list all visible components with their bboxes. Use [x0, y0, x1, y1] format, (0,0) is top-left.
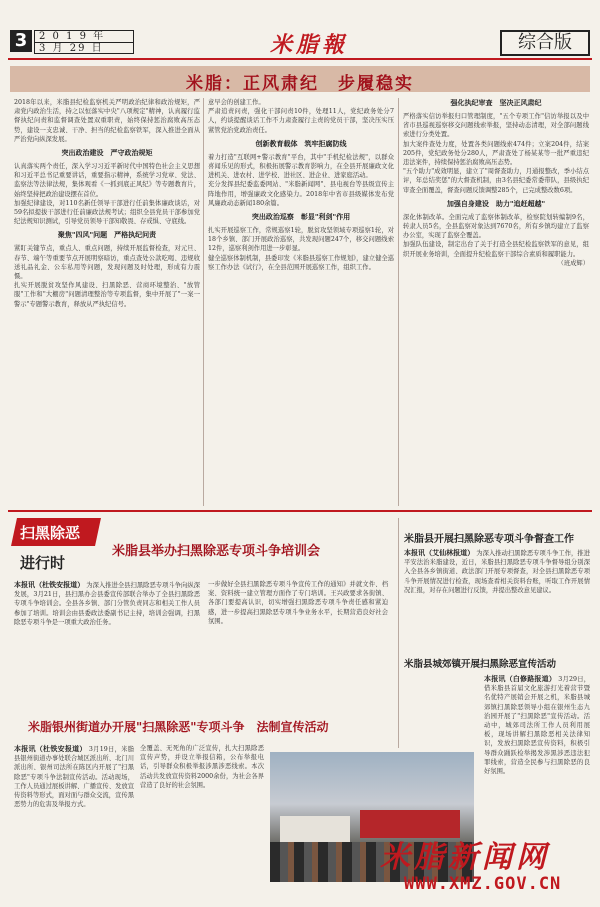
paragraph: 紧盯关键节点，重点人、重点问题，持续开展监督检查，对元旦、春节、端午等重要节点开展明察暗访，重点查处公款吃喝、违规收送礼品礼金、公车私用等问题，发现问题及时处理，形成有力震慑。	[14, 245, 200, 281]
article-training-body	[14, 580, 200, 708]
article-source: 本报讯（艾仙林报道）	[404, 549, 475, 557]
column-divider	[398, 98, 399, 506]
subhead-inspection: 突出政治巡察 彰显"利剑"作用	[251, 213, 351, 222]
article-chengjiao-body	[484, 674, 590, 824]
article-column-3	[403, 98, 589, 506]
article-source: 本报讯（杜铁安报道）	[14, 745, 87, 753]
article-headline-inspection: 米脂县开展扫黑除恶专项斗争督查工作	[404, 534, 574, 545]
paragraph: 严肃追责问责，强化干部问责10件，处理11人，党纪政务处分7人，约谈提醒谈话工作不力肃查履行主责的党员干部，坚决压实压紧管党治党政治责任。	[208, 108, 394, 134]
article-street-cont	[140, 744, 264, 894]
page-number: 3	[10, 30, 32, 52]
paragraph: 严格落实信访举报归口管理制度，"五个专项工作"信访举报以及中省市县巡视巡察移交问题线索举报，坚持动态清理，对全部问题线索进行分类处置。	[403, 113, 589, 139]
date-box	[34, 30, 134, 54]
paragraph: 意早会的创建工作。	[208, 99, 265, 106]
section-badge: 综合版	[500, 30, 590, 56]
article-street-body	[14, 744, 134, 894]
site-watermark-url: WWW.XMZ.GOV.CN	[404, 874, 562, 894]
paragraph: 充分发挥县纪委监委网站、"米脂新闻网"、县电视台等县级宣传主阵地作用，增强廉政文化感染力。2018年中省市县级媒体发布党风廉政动态新闻180余篇。	[208, 181, 394, 207]
column-divider	[203, 98, 204, 506]
paper-name-logo: 米脂報	[270, 32, 349, 58]
date-year: 2 0 1 9 年	[35, 31, 133, 43]
paragraph: 一步做好全县扫黑除恶专项斗争宣传工作的通知》并就文件、档案、资料统一建立管理方面作了专门培训。王兴政要求各街镇、各部门要提高认识，切实增强扫黑除恶专项斗争责任感和紧迫感，进一步提高扫黑除恶专项斗争业务水平，长期营造良好社会氛围。	[208, 581, 388, 625]
article-inspection-body	[404, 548, 590, 648]
paragraph: 扎实开展巡察工作，常规巡察1轮，脱贫攻坚领域专项巡察1轮，对18个乡镇、部门开展政治巡察，共发现问题247个，移交问题线索12件，巡察利剑作用进一步彰显。	[208, 227, 394, 253]
headline-title: 米脂：正风肃纪 步履稳实	[186, 74, 414, 94]
date-month-day: 3 月 29 日	[39, 43, 104, 54]
subhead-four-winds: 聚焦"四风"问题 严格执纪问责	[57, 231, 157, 240]
article-headline-chengjiao: 米脂县城郊镇开展扫黑除恶宣传活动	[404, 659, 557, 670]
byline: （班成辉）	[557, 259, 589, 267]
paragraph: 为深入推动扫黑除恶专项斗争工作，推进平安法治米脂建设，近日，米脂县扫黑除恶专项斗争督导组分别深入全县各乡镇街道、政法部门开展专项督查，对全县扫黑除恶专项斗争开展情况进行检查，现场查看相关资料台账，听取工作开展情况汇报，对存在问题进行反馈，并提出整改意见建议。	[404, 550, 590, 594]
paragraph: "五个助力"成效明显，建立了"周督查助力，月通报整改，季小结点评，年总结奖惩"的大督查机制，由3名县纪委常委带队，县级执纪审查全面覆盖，督查问题反馈调整285个，已完成整改数6项。	[403, 168, 589, 194]
subhead-self-building: 加强自身建设 助力"追赶超越"	[446, 199, 546, 208]
masthead-rule	[8, 58, 592, 60]
headline-banner	[10, 66, 590, 92]
paragraph: 深化体制改革。全面完成了监察体制改革，检察院划转编制9名，转隶人员5名，全县监察对象达到7670名，所有乡镇均建立了监察办公室，实现了监察全覆盖。	[403, 213, 589, 240]
paragraph: 加强纪律建设，对110名新任领导干部进行任前集体廉政谈话，对59名拟提拔干部进行任前廉政法规考试；组织全县党员干部参加党纪法规知识测试，引导党员领导干部知敬畏、存戒惧、守底线。	[14, 199, 200, 226]
paragraph: 着力打造"互联网+警示教育"平台，其中"手机纪检法规"，以群众喜闻乐见的形式，积极拓展警示教育影响力，在全县开展廉政文化进机关、进农村、进学校、进社区、进企业、进家庭活动。	[208, 153, 394, 180]
article-training-cont	[208, 580, 388, 708]
article-source: 本报讯（白修路报道）	[484, 675, 557, 683]
article-column-1	[14, 98, 200, 506]
paragraph: 加强队伍建设，制定出台了关于打造全县纪检监察铁军的意见，组织开展业务培训，全面提升纪检监察干部综合素质和履职能力。	[403, 241, 589, 258]
section-rule	[8, 510, 592, 512]
paragraph: 认真落实两个责任，深入学习习近平新时代中国特色社会主义思想和习近平总书记重要讲话，重要指示精神，系统学习党章、党法、监察法等法律法规，集体观看《一抓到底正风纪》等专题教育片，始终坚持把政治建设摆在首位。	[14, 163, 200, 198]
paragraph: 3月29日，借米脂县首届文化旅游打光着营节暨名优特产展销会开展之机，米脂县城郊镇扫黑除恶领导小组在银州生态九治园开展了"扫黑除恶"宣传活动。活动中，城郊司法所工作人员利用展板，现场讲解扫黑除恶相关法律知识，发放扫黑除恶宣传资料，积极引导群众踊跃检举揭发涉黑涉恶违法犯罪线索，营造全民参与扫黑除恶的良好氛围。	[484, 676, 590, 776]
site-watermark-name: 米脂新闻网	[380, 840, 550, 875]
subhead-education: 创新教育载体 筑牢拒腐防线	[255, 139, 347, 148]
paragraph: 加大案件查处力度，处置各类问题线索474件；立案204件，结案205件，党纪政务处分280人，严肃查处了杨某某等一批严重违纪违法案件，持续保持惩治腐败高压态势。	[403, 140, 589, 167]
paragraph: 健全巡察体制机制，县委印发《米脂县巡察工作规划》，建立健全巡察工作办法《试行》，在全县范围开展巡察工作，组织工作。	[208, 254, 394, 271]
article-headline-street: 米脂银州街道办开展"扫黑除恶"专项斗争 法制宣传活动	[28, 720, 329, 734]
masthead	[0, 0, 600, 60]
campaign-logo	[14, 518, 98, 578]
paragraph: 扎实开展脱贫攻坚作风建设、扫黑除恶、营商环境整治、"放管服"工作和"大棚房"问题清理整治等专项监督，集中开展了"一案一警示"专题警示教育，释放从严执纪信号。	[14, 282, 200, 308]
article-column-2	[208, 98, 394, 506]
logo-text: 扫黑除恶	[20, 524, 81, 542]
column-divider	[398, 518, 399, 748]
paragraph: 全覆盖、无死角的广泛宣传，扎大扫黑除恶宣传声势，并设立举报信箱，公布举报电话，引导群众积极举报涉黑涉恶线索。本次活动共发放宣传资料2000余份，为社会各界营造了良好的社会氛围。	[140, 745, 264, 789]
paragraph: 3月19日，米脂县银州街道办事处联合城区派出所、北门川派出所、银州司法所在陈区内开展了"扫黑除恶"专项斗争法制宣传活动。活动现场，工作人员通过展板讲解、广播宣传、发放宣传资料等形式，面对面与群众交流，宣传黑恶势力的危害及举报方式。	[14, 746, 134, 809]
article-headline-training: 米脂县举办扫黑除恶专项斗争培训会	[112, 544, 321, 559]
article-source: 本报讯（杜铁安报道）	[14, 581, 85, 589]
logo-subtext: 进行时	[20, 554, 66, 572]
article-intro: 2018年以来，米脂县纪检监察机关严明政治纪律和政治规矩，严肃党内政治生活，持之以恒落实中央"八项规定"精神，认真履行监督执纪问责和监督调查处置双重职责，始终保持惩治腐败高压态势，建设一支忠诚、干净、担当的纪检监察铁军，深入推进全面从严治党向纵深发展。	[14, 99, 200, 143]
subhead-discipline: 强化执纪审查 坚决正风肃纪	[450, 99, 542, 107]
subhead-political: 突出政治建设 严守政治规矩	[61, 149, 153, 158]
paragraph: 为深入推进全县扫黑除恶专项斗争向纵深发展，3月21日，县扫黑办会县委宣传部联合举办了全县扫黑除恶专项斗争培训会。全县各乡镇、部门分管负责同志和相关工作人员参加了培训。培训会由县委政法委副书记主持，培训会强调，扫黑除恶专项斗争是一项重大政治任务。	[14, 582, 200, 626]
